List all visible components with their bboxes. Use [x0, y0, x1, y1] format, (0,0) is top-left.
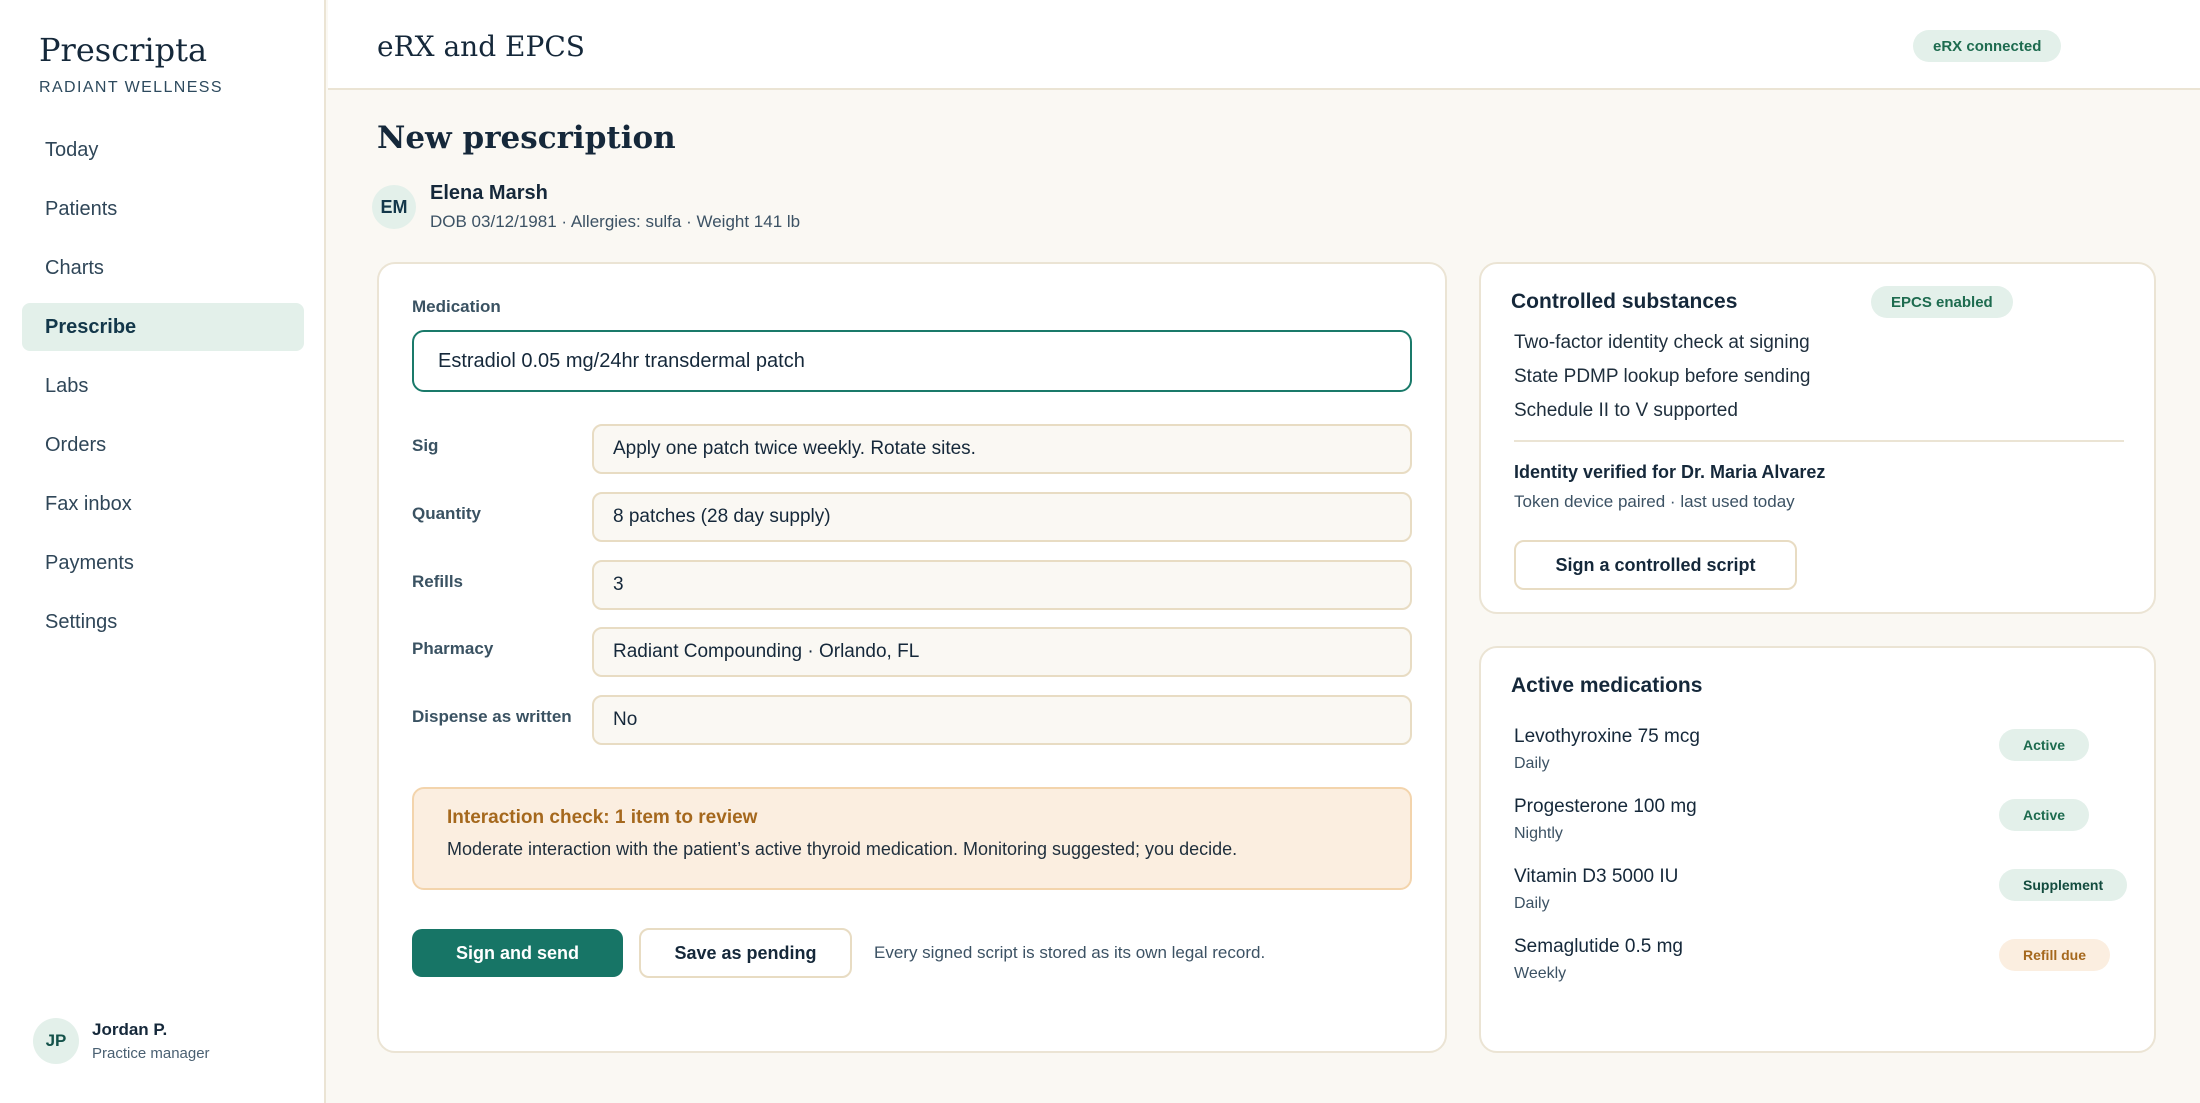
status-badge: Refill due	[1999, 939, 2110, 971]
list-item: State PDMP lookup before sending	[1514, 366, 1811, 387]
divider	[1514, 440, 2124, 442]
sidebar-item-prescribe[interactable]: Prescribe	[22, 303, 304, 351]
status-badge: Active	[1999, 729, 2089, 761]
pharmacy-field[interactable]: Radiant Compounding · Orlando, FL	[592, 627, 1412, 677]
organization-name: RADIANT WELLNESS	[39, 79, 223, 96]
header-title: eRX and EPCS	[377, 30, 585, 63]
pharmacy-label: Pharmacy	[412, 639, 494, 658]
medication-name: Semaglutide 0.5 mg	[1514, 936, 1683, 957]
page-title: New prescription	[377, 120, 676, 156]
sig-field[interactable]: Apply one patch twice weekly. Rotate sites.	[592, 424, 1412, 474]
controlled-substances-card	[1479, 262, 2156, 614]
medication-frequency: Nightly	[1514, 825, 1563, 842]
sign-and-send-button[interactable]: Sign and send	[412, 929, 623, 977]
medication-label: Medication	[412, 297, 501, 316]
medication-input[interactable]: Estradiol 0.05 mg/24hr transdermal patch	[412, 330, 1412, 392]
patient-meta: DOB 03/12/1981 · Allergies: sulfa · Weight 141 lb	[430, 212, 801, 231]
app-logo: Prescripta	[39, 31, 208, 69]
refills-row	[412, 560, 1412, 610]
sidebar-item-orders[interactable]: Orders	[45, 433, 107, 456]
list-item: Schedule II to V supported	[1514, 400, 1738, 421]
patient-avatar: EM	[372, 185, 416, 229]
identity-verified-subtitle: Token device paired · last used today	[1514, 492, 1795, 511]
save-as-pending-button[interactable]: Save as pending	[639, 928, 852, 978]
dispense-label: Dispense as written	[412, 707, 572, 726]
user-role: Practice manager	[92, 1045, 210, 1062]
medication-frequency: Daily	[1514, 895, 1550, 912]
sidebar-item-labs[interactable]: Labs	[45, 374, 89, 397]
top-header	[328, 0, 2200, 90]
sidebar-item-settings[interactable]: Settings	[45, 610, 118, 633]
sidebar-item-fax-inbox[interactable]: Fax inbox	[45, 492, 132, 515]
epcs-badge: EPCS enabled	[1871, 286, 2013, 318]
list-item[interactable]	[1514, 726, 2124, 796]
quantity-row	[412, 492, 1412, 542]
medication-name: Progesterone 100 mg	[1514, 796, 1697, 817]
dispense-field[interactable]: No	[592, 695, 1412, 745]
quantity-field[interactable]: 8 patches (28 day supply)	[592, 492, 1412, 542]
pharmacy-row	[412, 627, 1412, 677]
form-actions	[412, 928, 1265, 978]
active-medications-list	[1514, 726, 2124, 1006]
interaction-alert-body: Moderate interaction with the patient’s active thyroid medication. Monitoring suggested; you decide.	[447, 839, 1238, 859]
interaction-alert	[412, 787, 1412, 890]
patient-summary	[372, 182, 800, 232]
list-item[interactable]	[1514, 796, 2124, 866]
active-medications-card	[1479, 646, 2156, 1053]
sign-controlled-script-button[interactable]: Sign a controlled script	[1514, 540, 1797, 590]
controlled-substances-title: Controlled substances	[1511, 290, 1738, 313]
sidebar-item-patients[interactable]: Patients	[45, 197, 118, 220]
sig-label: Sig	[412, 436, 439, 455]
medication-frequency: Weekly	[1514, 965, 1567, 982]
user-profile[interactable]	[33, 1018, 210, 1064]
sidebar-item-payments[interactable]: Payments	[45, 551, 134, 574]
controlled-features-list	[1514, 326, 1810, 428]
quantity-label: Quantity	[412, 504, 481, 523]
sig-row	[412, 424, 1412, 474]
active-medications-title: Active medications	[1511, 674, 1703, 697]
sidebar-nav	[22, 126, 304, 657]
identity-verified-title: Identity verified for Dr. Maria Alvarez	[1514, 462, 1826, 482]
medication-name: Vitamin D3 5000 IU	[1514, 866, 1679, 887]
refills-field[interactable]: 3	[592, 560, 1412, 610]
list-item: Two-factor identity check at signing	[1514, 332, 1810, 353]
user-name: Jordan P.	[92, 1020, 168, 1039]
status-badge: Active	[1999, 799, 2089, 831]
sidebar-item-charts[interactable]: Charts	[45, 256, 104, 279]
prescription-form-card	[377, 262, 1447, 1053]
interaction-alert-title: Interaction check: 1 item to review	[447, 807, 758, 828]
refills-label: Refills	[412, 572, 464, 591]
legal-record-note: Every signed script is stored as its own legal record.	[874, 943, 1266, 962]
user-avatar: JP	[33, 1018, 79, 1064]
sidebar	[0, 0, 326, 1103]
list-item[interactable]	[1514, 936, 2124, 1006]
status-badge: Supplement	[1999, 869, 2127, 901]
erx-status-badge: eRX connected	[1913, 30, 2061, 62]
dispense-row	[412, 695, 1412, 745]
medication-frequency: Daily	[1514, 755, 1550, 772]
list-item[interactable]	[1514, 866, 2124, 936]
medication-name: Levothyroxine 75 mcg	[1514, 726, 1700, 747]
patient-name: Elena Marsh	[430, 182, 548, 204]
sidebar-item-today[interactable]: Today	[45, 138, 99, 161]
